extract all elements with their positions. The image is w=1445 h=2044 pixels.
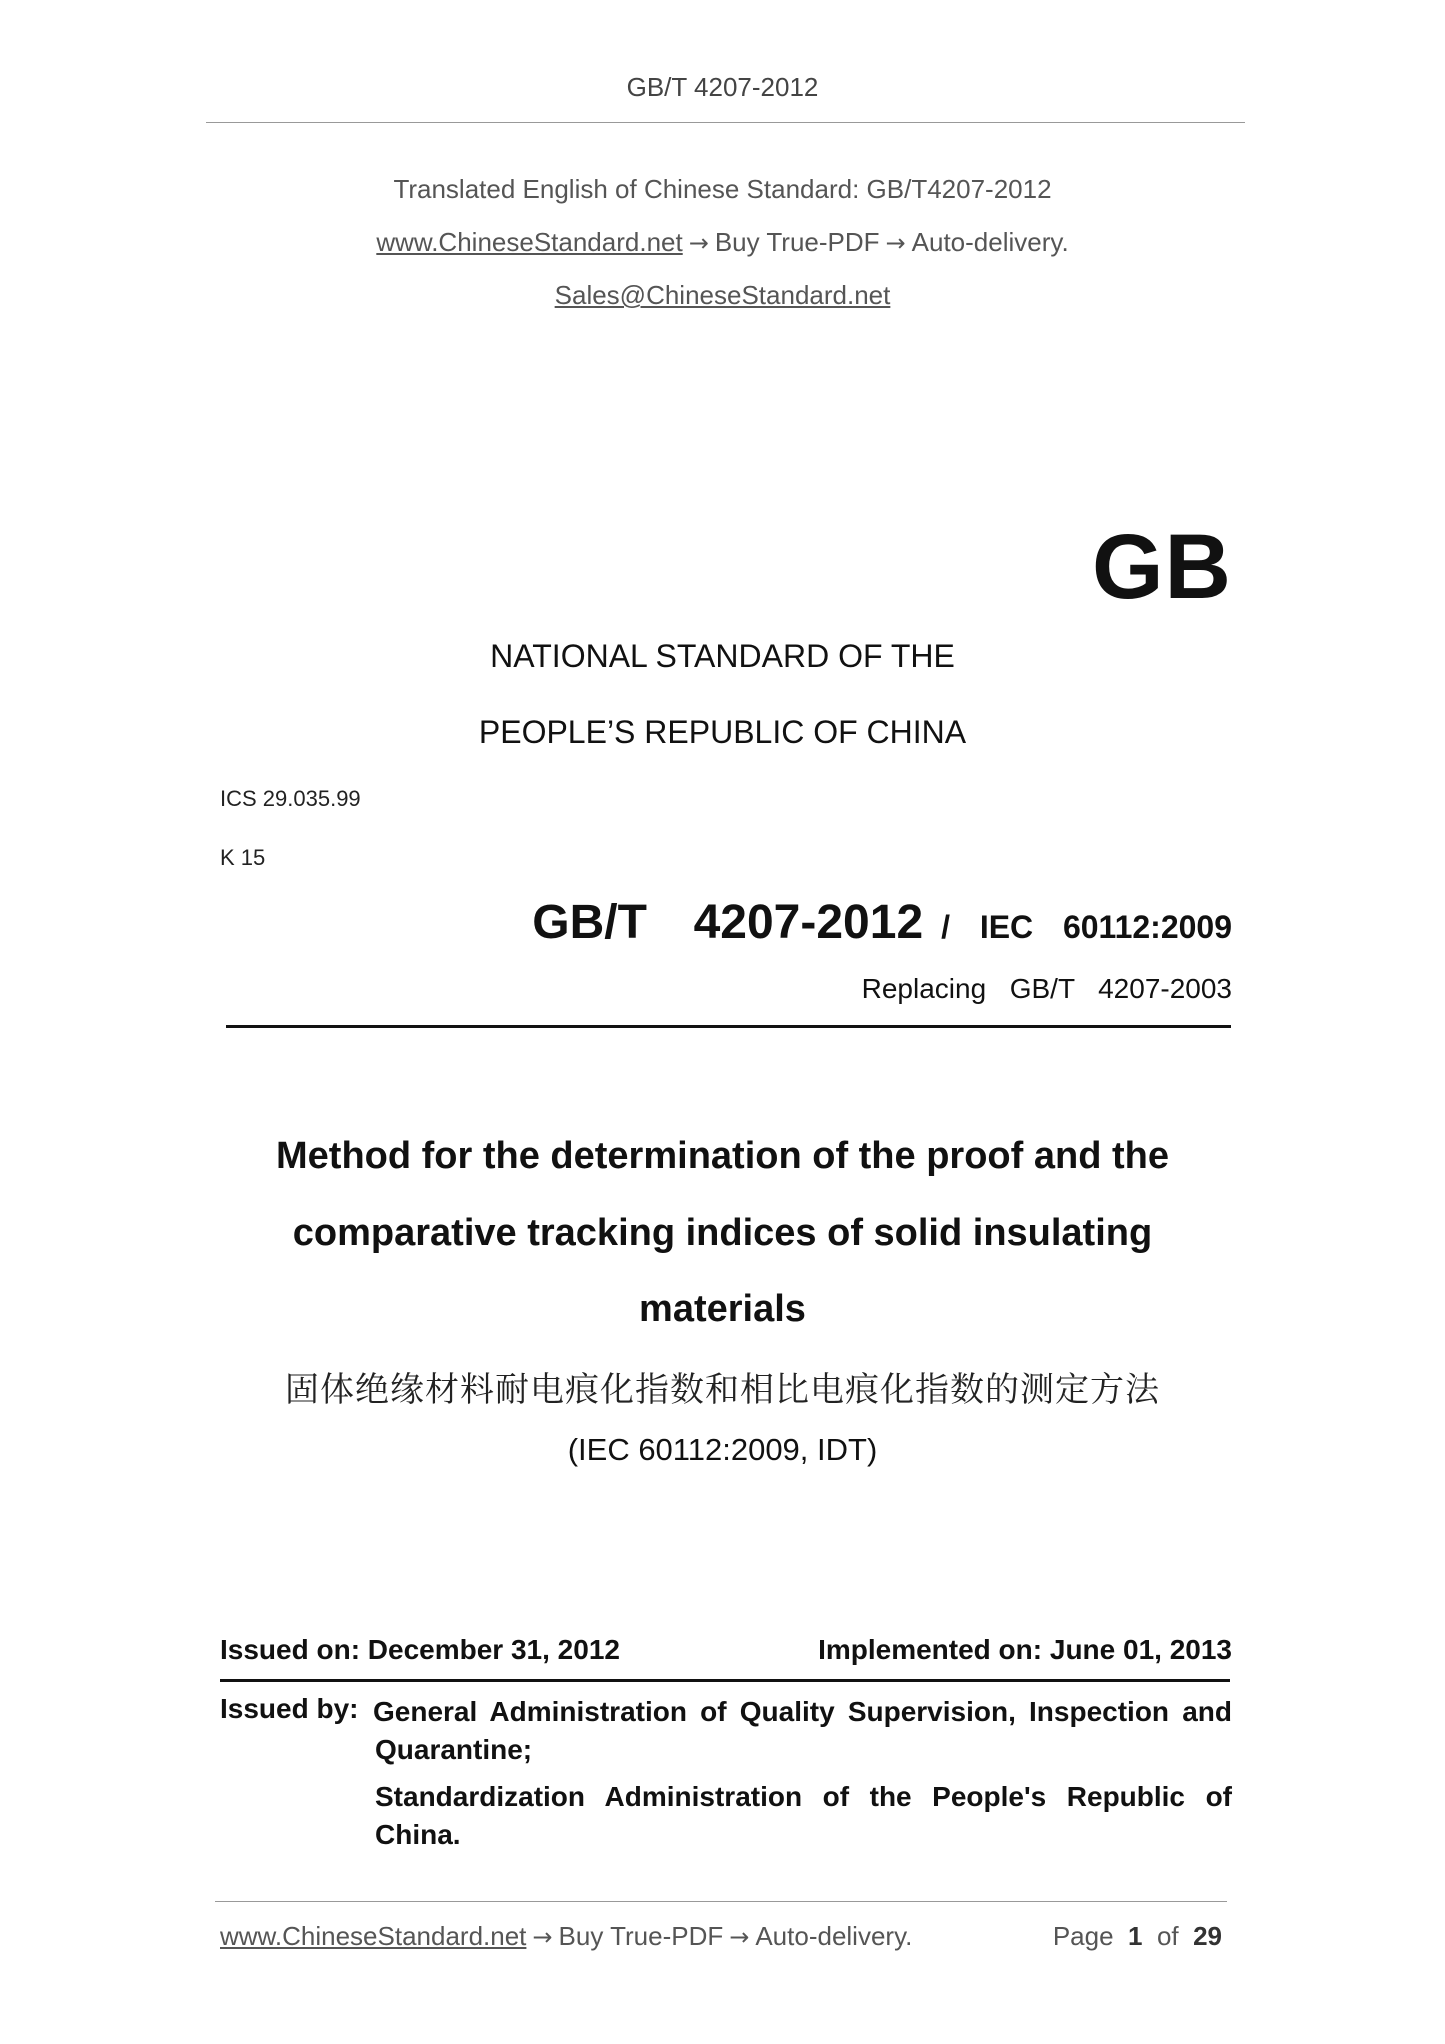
title-line2: comparative tracking indices of solid insulating: [292, 1212, 1153, 1254]
arrow-right-icon: →: [532, 1923, 553, 1951]
page-total: 29: [1193, 1921, 1222, 1951]
running-header: GB/T 4207-2012: [626, 72, 819, 102]
chinese-title: 固体绝缘材料耐电痕化指数和相比电痕化指数的测定方法: [285, 1370, 1160, 1410]
dates-divider: [220, 1679, 1230, 1682]
email-link[interactable]: Sales@ChineseStandard.net: [554, 280, 891, 310]
footer-site-link[interactable]: www.ChineseStandard.net: [220, 1921, 527, 1951]
buy-text: Buy True-PDF: [714, 227, 880, 257]
issued-on-date: Issued on: December 31, 2012: [220, 1634, 620, 1665]
page-current: 1: [1128, 1921, 1143, 1951]
ccs-code: K 15: [220, 845, 266, 870]
delivery-text: Auto-delivery.: [911, 227, 1069, 257]
national-standard-line1: NATIONAL STANDARD OF THE: [490, 638, 955, 674]
email-line: [0, 280, 1445, 311]
footer-buy-text: Buy True-PDF: [558, 1921, 724, 1951]
arrow-right-icon: →: [885, 229, 906, 257]
translation-notice: Translated English of Chinese Standard: GB/T4207-2012: [393, 174, 1052, 204]
footer-divider: [215, 1901, 1227, 1902]
standard-number: [532, 895, 1232, 950]
arrow-right-icon: →: [688, 229, 709, 257]
footer-purchase-line: [220, 1921, 912, 1952]
page-label: Page: [1052, 1921, 1114, 1951]
title-line1: Method for the determination of the proof and the: [276, 1135, 1169, 1177]
gbt-number: GB/T 4207-2012: [532, 896, 924, 949]
implemented-on-date: Implemented on: June 01, 2013: [818, 1634, 1232, 1665]
replacing-standard: Replacing GB/T 4207-2003: [861, 973, 1232, 1004]
iec-number: / IEC 60112:2009: [941, 909, 1232, 945]
site-link[interactable]: www.ChineseStandard.net: [376, 227, 683, 257]
ics-code: ICS 29.035.99: [220, 786, 361, 811]
arrow-right-icon: →: [729, 1923, 750, 1951]
title-divider: [226, 1025, 1231, 1028]
purchase-line: [0, 227, 1445, 258]
national-standard-line2: PEOPLE’S REPUBLIC OF CHINA: [478, 714, 967, 750]
title-line3: materials: [639, 1288, 806, 1330]
gb-logo: GB: [1092, 516, 1232, 618]
page-of: of: [1156, 1921, 1179, 1951]
adoption-note: (IEC 60112:2009, IDT): [567, 1432, 878, 1467]
issuer-org-2: Standardization Administration of the People's Republic of China.: [375, 1781, 1232, 1850]
issuer-org-1: General Administration of Quality Supervision, Inspection and Quarantine;: [373, 1696, 1232, 1765]
page-indicator: [1053, 1921, 1222, 1952]
issued-by-label: Issued by:: [220, 1693, 359, 1724]
header-divider: [206, 122, 1245, 123]
footer-delivery-text: Auto-delivery.: [755, 1921, 913, 1951]
